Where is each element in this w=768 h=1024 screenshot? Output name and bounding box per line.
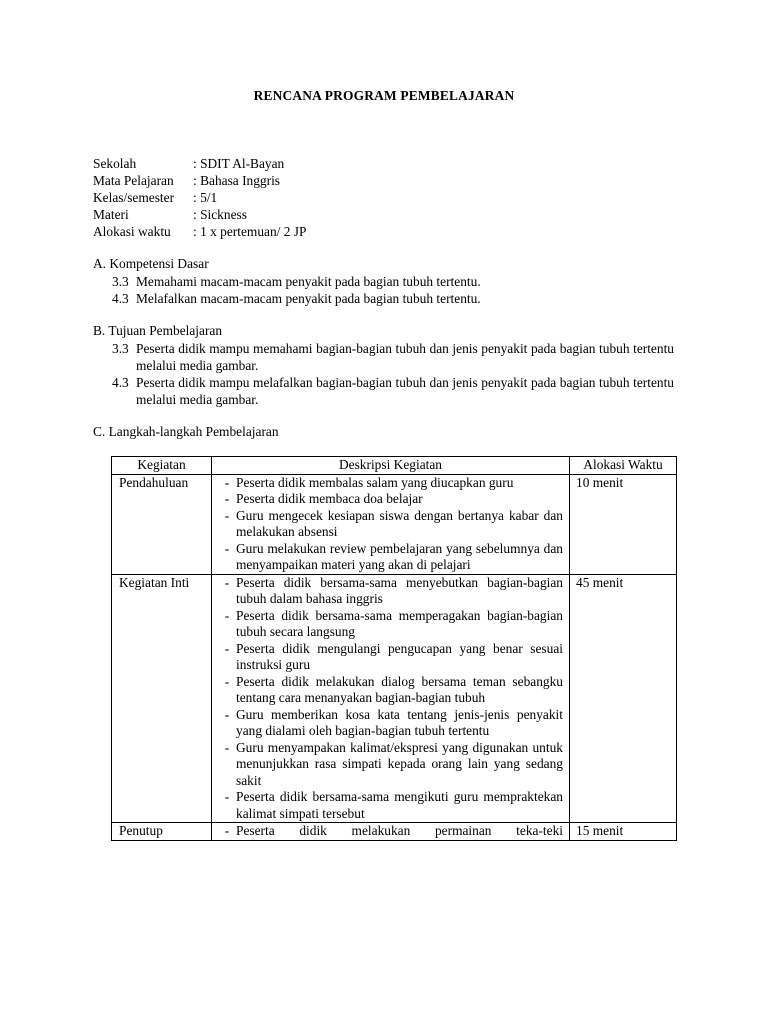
activity-duration: 10 menit: [570, 474, 677, 574]
list-item-text: Peserta didik bersama-sama menyebutkan bagian-bagian tubuh dalam bahasa inggris: [236, 574, 563, 606]
header-kegiatan: Kegiatan: [112, 457, 212, 475]
identity-row: [93, 189, 306, 206]
list-item: - Guru menyampakan kalimat/ekspresi yang digunakan untuk menunjukkan rasa simpati kepada orang lain yang sedang sakit: [224, 739, 563, 788]
list-item: - Peserta didik bersama-sama menyebutkan bagian-bagian tubuh dalam bahasa inggris: [224, 574, 563, 606]
table-row: [112, 574, 677, 823]
list-item-text: Peserta didik mengulangi pengucapan yang benar sesuai instruksi guru: [236, 640, 563, 672]
list-item: - Peserta didik membalas salam yang diucapkan guru: [218, 475, 563, 492]
identity-row: [93, 206, 306, 223]
list-item: - Peserta didik membaca doa belajar: [218, 491, 563, 508]
activity-description: [212, 574, 570, 823]
list-item-text: Guru melakukan review pembelajaran yang sebelumnya dan menyampaikan materi yang akan di pelajari: [236, 540, 563, 572]
list-item-text: Peserta didik melakukan dialog bersama teman sebangku tentang cara menanyakan bagian-bagian tubuh: [236, 673, 563, 705]
identity-value: : 1 x pertemuan/ 2 JP: [193, 224, 307, 239]
list-item-text: Peserta didik melakukan permainan teka-teki: [236, 823, 563, 838]
list-item-text: Guru memberikan kosa kata tentang jenis-jenis penyakit yang dialami oleh bagian-bagian tubuh tertentu: [236, 706, 563, 738]
section-a-heading: A. Kompetensi Dasar: [93, 256, 209, 271]
identity-value: : 5/1: [193, 190, 218, 205]
list-item: - Peserta didik mengulangi pengucapan yang benar sesuai instruksi guru: [224, 640, 563, 672]
identity-row: [93, 223, 306, 240]
identity-value: : Bahasa Inggris: [193, 173, 281, 188]
learning-steps-table: [111, 456, 677, 841]
table-row: [112, 474, 677, 574]
table-header-row: [112, 457, 677, 475]
objective-item: [112, 340, 674, 374]
list-item-text: Peserta didik membaca doa belajar: [236, 491, 423, 506]
list-item: - Guru mengecek kesiapan siswa dengan bertanya kabar dan melakukan absensi: [224, 507, 563, 539]
item-text: Melafalkan macam-macam penyakit pada bagian tubuh tertentu.: [136, 291, 481, 306]
list-item: - Peserta didik melakukan permainan teka-teki: [224, 823, 563, 838]
identity-value: : SDIT Al-Bayan: [193, 156, 285, 171]
activity-description: [212, 823, 570, 841]
list-item: - Peserta didik melakukan dialog bersama teman sebangku tentang cara menanyakan bagian-bagian tubuh: [224, 673, 563, 705]
description-list: [218, 575, 563, 823]
activity-duration: 45 menit: [570, 574, 677, 823]
list-item: - Peserta didik bersama-sama memperagakan bagian-bagian tubuh secara langsung: [224, 607, 563, 639]
identity-label: Alokasi waktu: [93, 224, 171, 239]
objective-item: [112, 374, 674, 408]
item-number: 4.3: [112, 291, 129, 306]
description-list: [218, 475, 563, 574]
table-row: [112, 823, 677, 841]
list-item-text: Guru mengecek kesiapan siswa dengan bertanya kabar dan melakukan absensi: [236, 507, 563, 539]
activity-description: [212, 474, 570, 574]
identity-row: [93, 155, 306, 172]
item-text: Peserta didik mampu melafalkan bagian-bagian tubuh dan jenis penyakit pada bagian tubuh tertentu melalui media gambar.: [136, 375, 674, 407]
identity-label: Sekolah: [93, 156, 137, 171]
list-item: - Peserta didik bersama-sama mengikuti guru mempraktekan kalimat simpati tersebut: [224, 789, 563, 821]
section-b-heading: B. Tujuan Pembelajaran: [93, 323, 223, 338]
list-item-text: Peserta didik membalas salam yang diucapkan guru: [236, 474, 514, 490]
list-item-text: Peserta didik bersama-sama mengikuti guru mempraktekan kalimat simpati tersebut: [236, 789, 563, 821]
item-number: 3.3: [112, 274, 129, 289]
competency-item: [112, 290, 674, 307]
header-alokasi: Alokasi Waktu: [570, 457, 677, 475]
description-list: [218, 823, 563, 840]
item-text: Memahami macam-macam penyakit pada bagian tubuh tertentu.: [136, 274, 481, 289]
section-a-list: [112, 273, 674, 307]
section-c-heading: C. Langkah-langkah Pembelajaran: [93, 424, 279, 439]
activity-name: Kegiatan Inti: [112, 574, 212, 823]
header-deskripsi: Deskripsi Kegiatan: [212, 457, 570, 475]
list-item: - Guru melakukan review pembelajaran yang sebelumnya dan menyampaikan materi yang akan di pelajari: [224, 540, 563, 572]
identity-value: : Sickness: [193, 207, 247, 222]
identity-label: Mata Pelajaran: [93, 173, 174, 188]
activity-name: Pendahuluan: [112, 474, 212, 574]
identity-row: [93, 172, 306, 189]
section-b-list: [112, 340, 674, 408]
item-number: 3.3: [112, 341, 129, 356]
identity-block: [93, 155, 306, 240]
list-item: - Guru memberikan kosa kata tentang jenis-jenis penyakit yang dialami oleh bagian-bagian tubuh tertentu: [224, 706, 563, 738]
identity-label: Materi: [93, 207, 129, 222]
item-number: 4.3: [112, 375, 129, 390]
list-item-text: Peserta didik bersama-sama memperagakan bagian-bagian tubuh secara langsung: [236, 607, 563, 639]
activity-duration: 15 menit: [570, 823, 677, 841]
competency-item: [112, 273, 674, 290]
list-item-text: Guru menyampakan kalimat/ekspresi yang digunakan untuk menunjukkan rasa simpati kepada orang lain yang sedang sakit: [236, 739, 563, 788]
activity-name: Penutup: [112, 823, 212, 841]
item-text: Peserta didik mampu memahami bagian-bagian tubuh dan jenis penyakit pada bagian tubuh tertentu melalui media gambar.: [136, 341, 674, 373]
document-title: RENCANA PROGRAM PEMBELAJARAN: [253, 88, 515, 103]
identity-label: Kelas/semester: [93, 190, 175, 205]
